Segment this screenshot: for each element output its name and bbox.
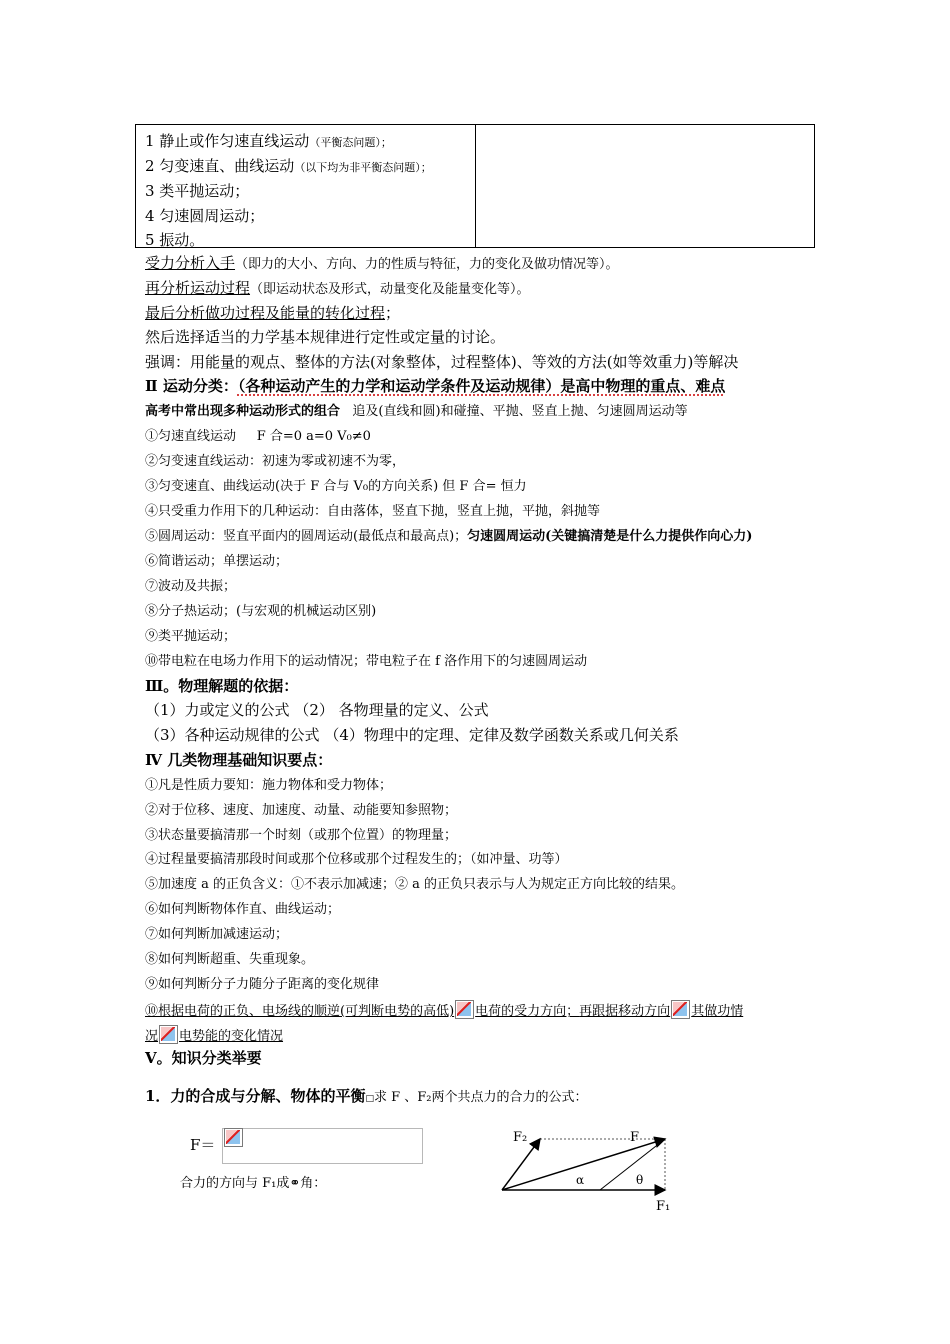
section-5-subheading [145,1089,588,1104]
table-row-5: 5 振动。 [145,231,205,249]
knowledge-item-3: ③状态量要搞清那一个时刻（或那个位置）的物理量； [145,828,458,843]
motion-item-8: ⑧分子热运动；(与宏观的机械运动区别) [145,604,377,619]
section-2-heading-b: （各种运动产生的力学和运动学条件及运动规律）是高中物理的重点、难点 [237,377,726,395]
knowledge-item-4: ④过程量要搞清那段时间或那个位移或那个过程发生的；（如冲量、功等） [145,852,568,867]
knowledge-item-1: ①凡是性质力要知：施力物体和受力物体； [145,778,393,793]
formula-box [222,1128,423,1164]
step-1 [145,256,619,271]
step-3-end: ； [385,304,401,322]
motion-item-5 [145,530,752,543]
small-square-icon: □ [365,1094,374,1104]
symbol-icon: ⚭ [289,1176,301,1191]
motion-item-5-text: ⑤圆周运动：竖直平面内的圆周运动(最低点和最高点)； [145,529,468,544]
step-1-note: （即力的大小、方向、力的性质与特征，力的变化及做功情况等）。 [235,257,619,272]
section-2-common-bold: 高考中常出现多种运动形式的组合 [145,404,341,419]
direction-text-end: 角： [300,1176,327,1191]
direction-text-main: 合力的方向与 F₁成 [180,1176,290,1191]
section-2-common [145,405,688,418]
table-row-4: 4 匀速圆周运动； [145,207,265,225]
motion-item-2: ②匀变速直线运动：初速为零或初速不为零， [145,454,406,469]
broken-image-icon [455,1000,474,1019]
broken-image-icon [671,1000,690,1019]
motion-item-3: ③匀变速直、曲线运动(决于 F 合与 V₀的方向关系) 但 F 合= 恒力 [145,479,527,494]
motion-item-1-equation: F 合=0 a=0 V₀≠0 [256,429,371,444]
section-2-common-rest: 追及(直线和圆)和碰撞、平抛、竖直上抛、匀速圆周运动等 [352,404,688,419]
section-5-subheading-rest: 求 F 、F₂两个共点力的合力的公式： [373,1090,588,1105]
table-row-1-text: 1 静止或作匀速直线运动 [145,132,310,150]
table-row-2-note: （以下均为非平衡态问题）； [294,161,432,174]
knowledge-item-8: ⑧如何判断超重、失重现象。 [145,952,315,967]
step-3-main: 最后分析做功过程及能量的转化过程 [145,304,386,322]
broken-image-icon [159,1025,178,1044]
f2-vector [502,1139,540,1190]
section-4-heading: Ⅳ 几类物理基础知识要点： [145,751,333,769]
motion-item-10: ⑩带电粒在电场力作用下的运动情况；带电粒子在 f 洛作用下的匀速圆周运动 [145,654,588,669]
step-2 [145,281,530,296]
motion-type-table [135,124,815,248]
section-3-heading: Ⅲ。物理解题的依据： [145,677,299,695]
knowledge-item-5: ⑤加速度 a 的正负含义：①不表示加减速；② a 的正负只表示与人为规定正方向比较的结果。 [145,877,685,892]
inner-diagonal [600,1139,665,1190]
f2-label: F₂ [513,1130,528,1145]
step-4: 然后选择适当的力学基本规律进行定性或定量的讨论。 [145,328,506,346]
table-row-2 [145,155,432,176]
motion-item-1 [145,430,371,443]
section-5-subheading-bold: 1．力的合成与分解、物体的平衡 [145,1087,366,1105]
basis-line-2: （3）各种运动规律的公式 （4）物理中的定理、定律及数学函数关系或几何关系 [145,726,679,744]
knowledge-item-10 [145,1000,743,1019]
knowledge-item-10-part-e: 况 [145,1029,159,1044]
step-5-emphasis: 强调：用能量的观点、整体的方法(对象整体，过程整体)、等效的方法(如等效重力)等解决 [145,353,739,371]
motion-item-7: ⑦波动及共振； [145,579,237,594]
knowledge-item-10-part-d: 其做功情 [691,1004,744,1019]
table-row-1-note: （平衡态问题）； [309,136,392,149]
motion-item-4: ④只受重力作用下的几种运动：自由落体，竖直下抛，竖直上抛，平抛，斜抛等 [145,504,601,519]
knowledge-item-7: ⑦如何判断加减速运动； [145,927,289,942]
table-row-3: 3 类平抛运动； [145,182,250,200]
knowledge-item-10-part-b: 电荷的受力方向； [475,1004,580,1019]
knowledge-item-2: ②对于位移、速度、加速度、动量、动能要知参照物； [145,803,458,818]
table-row-2-text: 2 匀变速直、曲线运动 [145,157,295,175]
section-2-heading-a: Ⅱ 运动分类： [145,377,238,395]
section-2-heading [145,379,725,394]
knowledge-item-6: ⑥如何判断物体作直、曲线运动； [145,902,341,917]
knowledge-item-10-part-f: 电势能的变化情况 [179,1029,284,1044]
resultant-formula-label: F＝ [190,1136,216,1154]
table-divider [475,125,476,247]
step-3 [145,306,400,321]
motion-item-5-bold: 匀速圆周运动(关键搞清楚是什么力提供作向心力) [467,529,753,544]
step-2-note: （即运动状态及形式，动量变化及能量变化等）。 [250,282,530,297]
resultant-direction-text [180,1177,326,1190]
knowledge-item-10-continued [145,1025,283,1044]
motion-item-9: ⑨类平抛运动； [145,629,237,644]
force-parallelogram-diagram [490,1120,690,1220]
alpha-label: α [576,1173,585,1187]
motion-item-1-text: ①匀速直线运动 [145,429,237,444]
knowledge-item-10-part-a: ⑩根据电荷的正负、电场线的顺逆(可判断电势的高低) [145,1004,455,1019]
f1-label: F₁ [656,1199,671,1214]
theta-label: θ [636,1173,644,1187]
step-1-main: 受力分析入手 [145,254,236,272]
basis-line-1: （1）力或定义的公式 （2） 各物理量的定义、公式 [145,701,489,719]
knowledge-item-10-part-c: 再跟据移动方向 [579,1004,671,1019]
motion-item-6: ⑥简谐运动；单摆运动； [145,554,289,569]
section-5-heading: V。知识分类举要 [145,1049,262,1067]
knowledge-item-9: ⑨如何判断分子力随分子距离的变化规律 [145,977,380,992]
table-row-1 [145,130,392,151]
step-2-main: 再分析运动过程 [145,279,251,297]
broken-image-icon [224,1128,243,1147]
f-label: F [630,1130,640,1145]
